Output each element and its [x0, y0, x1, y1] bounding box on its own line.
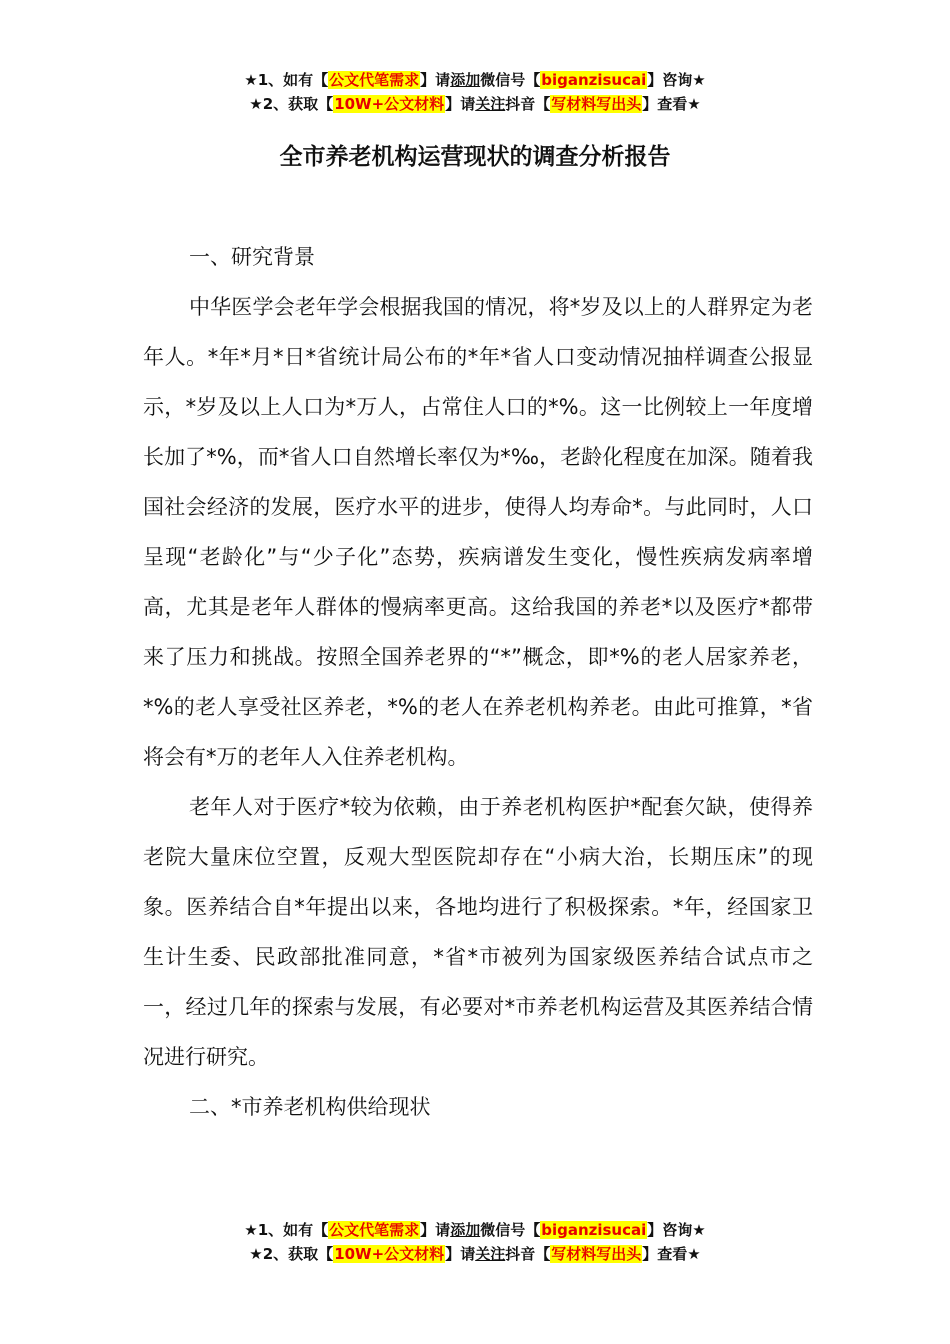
section-heading-1: 一、研究背景	[189, 245, 315, 269]
promo-banner-top	[0, 68, 950, 116]
document-body	[143, 232, 813, 1132]
promo-text: ★1、如有【	[244, 1221, 329, 1239]
promo-text: ★2、获取【	[249, 1245, 334, 1263]
promo-highlight: 10W+公文材料	[334, 95, 445, 113]
promo-text: 】请	[445, 1245, 476, 1263]
promo-text: ★2、获取【	[249, 95, 334, 113]
promo-line-2	[0, 1242, 950, 1266]
promo-text: 】请	[445, 95, 476, 113]
promo-text: 】查看★	[642, 1245, 701, 1263]
promo-text: 】咨询★	[647, 1221, 706, 1239]
document-title: 全市养老机构运营现状的调查分析报告	[279, 144, 671, 170]
paragraph-1: 中华医学会老年学会根据我国的情况，将*岁及以上的人群界定为老年人。*年*月*日*省统计局公布的*年*省人口变动情况抽样调查公报显示，*岁及以上人口为*万人，占常住人口的*%。这一比例较上一年度增长加了*%，而*省人口自然增长率仅为*‰，老龄化程度在加深。随着我国社会经济的发展，医疗水平的进步，使得人均寿命*。与此同时，人口呈现“老龄化”与“少子化”态势，疾病谱发生变化，慢性疾病发病率增高，尤其是老年人群体的慢病率更高。这给我国的养老*以及医疗*都带来了压力和挑战。按照全国养老界的“*”概念，即*%的老人居家养老，*%的老人享受社区养老，*%的老人在养老机构养老。由此可推算，*省将会有*万的老年人入住养老机构。	[143, 295, 813, 769]
promo-highlight: 写材料写出头	[551, 1245, 642, 1263]
promo-underline: 关注	[475, 1245, 506, 1263]
promo-text: 微信号【	[480, 1221, 541, 1239]
promo-line-1	[0, 68, 950, 92]
promo-banner-bottom	[0, 1218, 950, 1266]
promo-text: 微信号【	[480, 71, 541, 89]
promo-text: 抖音【	[505, 1245, 551, 1263]
promo-text: ★1、如有【	[244, 71, 329, 89]
section-heading-2: 二、*市养老机构供给现状	[189, 1095, 431, 1119]
paragraph-2: 老年人对于医疗*较为依赖，由于养老机构医护*配套欠缺，使得养老院大量床位空置，反观大型医院却存在“小病大治，长期压床”的现象。医养结合自*年提出以来，各地均进行了积极探索。*年，经国家卫生计生委、民政部批准同意，*省*市被列为国家级医养结合试点市之一，经过几年的探索与发展，有必要对*市养老机构运营及其医养结合情况进行研究。	[143, 795, 813, 1069]
promo-line-1	[0, 1218, 950, 1242]
promo-underline: 添加	[450, 1221, 481, 1239]
promo-text: 】请	[420, 71, 451, 89]
promo-underline: 关注	[475, 95, 506, 113]
promo-text: 抖音【	[505, 95, 551, 113]
promo-text: 】请	[420, 1221, 451, 1239]
promo-text: 】咨询★	[647, 71, 706, 89]
promo-line-2	[0, 92, 950, 116]
promo-highlight: biganzisucai	[541, 1221, 647, 1239]
promo-underline: 添加	[450, 71, 481, 89]
promo-highlight: 公文代笔需求	[329, 1221, 420, 1239]
promo-highlight: 写材料写出头	[551, 95, 642, 113]
promo-highlight: biganzisucai	[541, 71, 647, 89]
promo-text: 】查看★	[642, 95, 701, 113]
promo-highlight: 公文代笔需求	[329, 71, 420, 89]
promo-highlight: 10W+公文材料	[334, 1245, 445, 1263]
